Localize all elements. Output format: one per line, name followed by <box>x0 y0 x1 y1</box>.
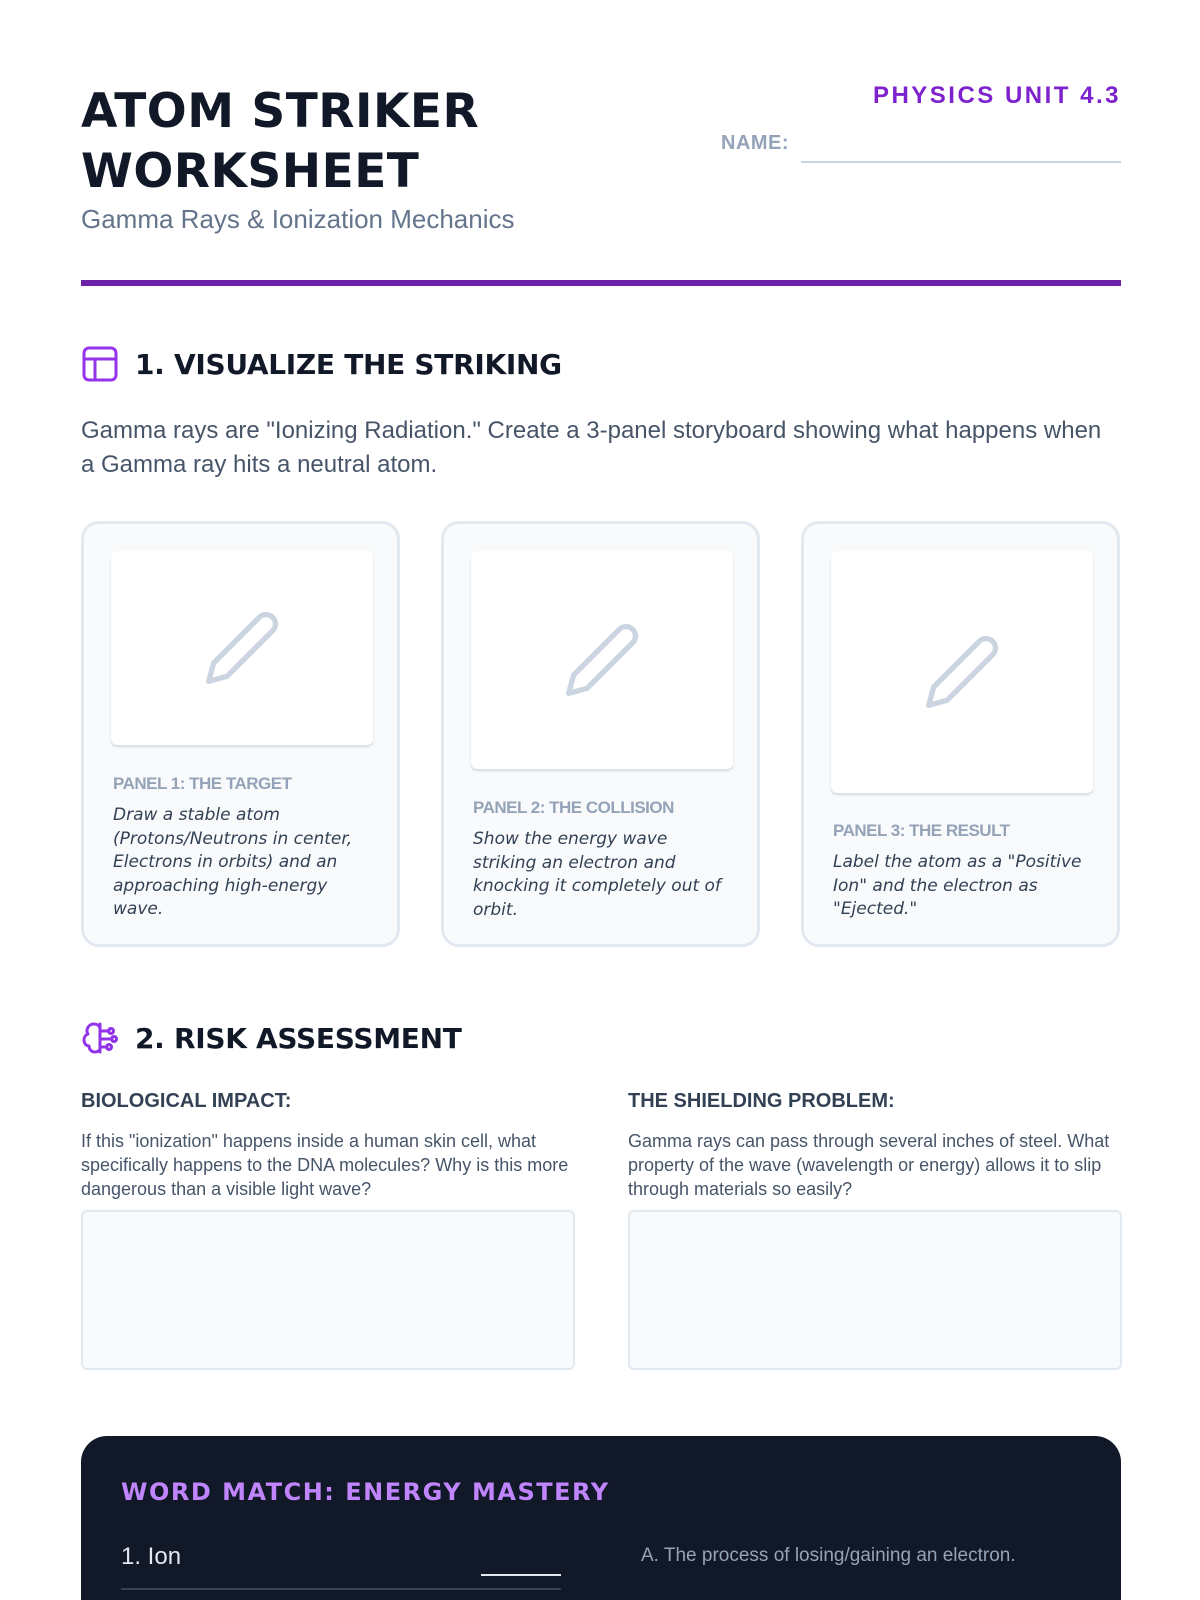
panel-label: PANEL 2: THE COLLISION <box>473 798 674 817</box>
section-1-heading <box>81 344 562 384</box>
name-label: NAME: <box>721 132 790 154</box>
worksheet-page <box>81 0 1121 1600</box>
layout-panel-icon <box>81 345 119 383</box>
drawing-area[interactable] <box>471 551 733 769</box>
risk-question-biological <box>81 1090 575 1201</box>
worksheet-header <box>81 82 1121 282</box>
match-term: 1. Ion <box>121 1543 182 1570</box>
header-divider <box>81 280 1121 286</box>
panel-description: Show the energy wave striking an electron and knocking it completely out of orbit. <box>473 829 721 920</box>
unit-badge: PHYSICS UNIT 4.3 <box>872 82 1121 109</box>
section-2-title: 2. RISK ASSESSMENT <box>135 1021 462 1055</box>
page-subtitle: Gamma Rays & Ionization Mechanics <box>81 204 515 234</box>
question-prompt: If this "ionization" happens inside a human skin cell, what specifically happens to the DNA molecules? Why is this more dangerous than a visible light wave? <box>81 1131 569 1199</box>
brain-icon <box>81 1019 119 1057</box>
question-prompt: Gamma rays can pass through several inches of steel. What property of the wave (wavelength or energy) allows it to slip through materials so easily? <box>628 1131 1110 1199</box>
panel-description: Draw a stable atom (Protons/Neutrons in center, Electrons in orbits) and an approaching high-energy wave. <box>113 805 353 919</box>
page-title <box>81 82 641 202</box>
match-row-divider <box>121 1588 561 1590</box>
panel-label: PANEL 1: THE TARGET <box>113 774 292 793</box>
storyboard-panel-1 <box>81 521 400 947</box>
title-line-2: WORKSHEET <box>81 144 420 199</box>
drawing-area[interactable] <box>831 551 1093 793</box>
section-1-title: 1. VISUALIZE THE STRIKING <box>135 347 562 381</box>
word-match-panel <box>81 1436 1121 1600</box>
drawing-area[interactable] <box>111 551 373 745</box>
storyboard-panel-3 <box>801 521 1120 947</box>
question-title: THE SHIELDING PROBLEM: <box>628 1090 895 1112</box>
word-match-title: WORD MATCH: ENERGY MASTERY <box>121 1478 610 1506</box>
panel-label: PANEL 3: THE RESULT <box>833 821 1010 840</box>
pencil-icon <box>562 620 642 700</box>
question-title: BIOLOGICAL IMPACT: <box>81 1090 292 1112</box>
match-definition: A. The process of losing/gaining an electron. <box>641 1545 1016 1566</box>
answer-box[interactable] <box>628 1210 1122 1370</box>
name-input-line[interactable] <box>801 161 1121 163</box>
storyboard-panel-2 <box>441 521 760 947</box>
answer-box[interactable] <box>81 1210 575 1370</box>
title-line-1: ATOM STRIKER <box>81 84 480 139</box>
risk-question-shielding <box>628 1090 1122 1201</box>
section-2-heading <box>81 1018 462 1058</box>
match-answer-blank[interactable] <box>481 1574 561 1576</box>
section-1-intro: Gamma rays are "Ionizing Radiation." Create a 3-panel storyboard showing what happens when a Gamma ray hits a neutral atom. <box>81 417 1102 478</box>
panel-description: Label the atom as a "Positive Ion" and the electron as "Ejected." <box>833 852 1082 919</box>
pencil-icon <box>922 632 1002 712</box>
pencil-icon <box>202 608 282 688</box>
name-field[interactable] <box>721 130 1121 164</box>
